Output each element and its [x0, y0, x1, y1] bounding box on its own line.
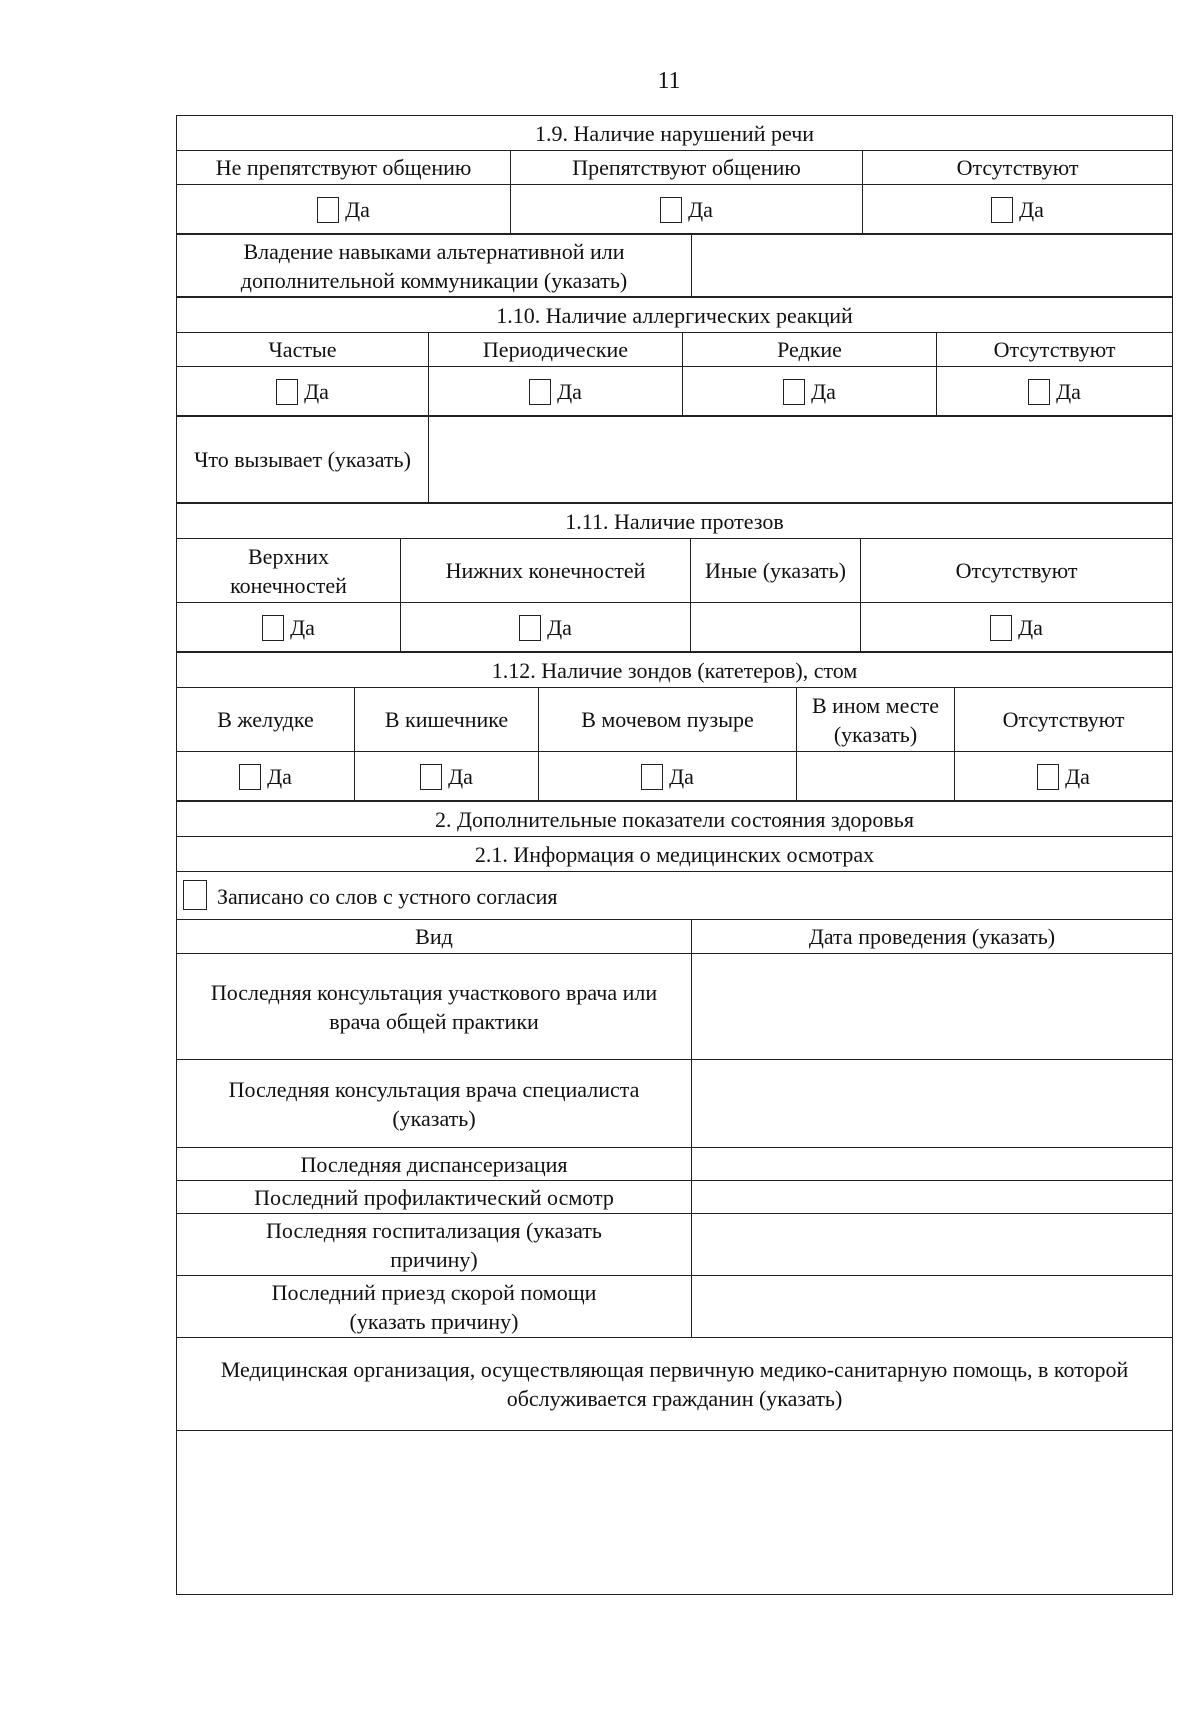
- prosthesis-title: 1.11. Наличие протезов: [177, 504, 1173, 539]
- col-type-header: Вид: [177, 920, 692, 954]
- speech-check-cell: [511, 185, 863, 234]
- probes-check-cell: [539, 752, 797, 801]
- consent-cell: [177, 872, 1173, 920]
- allergy-cause-input[interactable]: [429, 417, 1173, 503]
- checkbox[interactable]: [1028, 379, 1050, 405]
- prosthesis-header-lower: Нижних конечностей: [401, 539, 691, 603]
- allergy-check-cell: [429, 367, 683, 416]
- probes-table: [176, 652, 1173, 801]
- probes-check-cell: [177, 752, 355, 801]
- probes-header-bladder: В мочевом пузыре: [539, 688, 797, 752]
- checkbox[interactable]: [660, 197, 682, 223]
- allergy-check-cell: [177, 367, 429, 416]
- consent-checkbox[interactable]: [183, 880, 207, 910]
- prosthesis-header-upper: Верхних конечностей: [177, 539, 401, 603]
- probes-header-absent: Отсутствуют: [955, 688, 1173, 752]
- yes-label: Да: [345, 196, 370, 222]
- speech-header-absent: Отсутствуют: [863, 151, 1173, 185]
- prosthesis-check-cell: [861, 603, 1173, 652]
- speech-check-cell: [177, 185, 511, 234]
- allergy-table: [176, 297, 1173, 416]
- yes-label: Да: [304, 378, 329, 404]
- yes-label: Да: [448, 763, 473, 789]
- probes-check-cell: [355, 752, 539, 801]
- health-table: [176, 801, 1173, 1595]
- exam-row-date-input[interactable]: [692, 954, 1173, 1060]
- yes-label: Да: [1019, 196, 1044, 222]
- yes-label: Да: [267, 763, 292, 789]
- speech-header-not-hinder: Не препятствуют общению: [177, 151, 511, 185]
- checkbox[interactable]: [519, 615, 541, 641]
- alt-comm-input[interactable]: [692, 235, 1173, 297]
- yes-label: Да: [547, 614, 572, 640]
- exam-row-date-input[interactable]: [692, 1214, 1173, 1276]
- yes-label: Да: [811, 378, 836, 404]
- yes-label: Да: [1018, 614, 1043, 640]
- exam-row-date-input[interactable]: [692, 1276, 1173, 1338]
- checkbox[interactable]: [529, 379, 551, 405]
- exam-row-label: Последний приезд скорой помощи (указать причину): [177, 1276, 692, 1338]
- checkbox[interactable]: [317, 197, 339, 223]
- allergy-cause-label: Что вызывает (указать): [177, 417, 429, 503]
- yes-label: Да: [290, 614, 315, 640]
- allergy-header-absent: Отсутствуют: [937, 333, 1173, 367]
- prosthesis-header-absent: Отсутствуют: [861, 539, 1173, 603]
- exam-row-label: Последняя диспансеризация: [177, 1148, 692, 1181]
- allergy-header-rare: Редкие: [683, 333, 937, 367]
- exam-row-date-input[interactable]: [692, 1060, 1173, 1148]
- checkbox[interactable]: [990, 615, 1012, 641]
- yes-label: Да: [669, 763, 694, 789]
- form-sheet: [176, 115, 1172, 1595]
- org-label: Медицинская организация, осуществляющая первичную медико-санитарную помощь, в которой обслуживается гражданин (указать): [177, 1338, 1173, 1431]
- health-title: 2. Дополнительные показатели состояния здоровья: [177, 802, 1173, 837]
- checkbox[interactable]: [262, 615, 284, 641]
- alt-comm-label: Владение навыками альтернативной или дополнительной коммуникации (указать): [177, 235, 692, 297]
- checkbox[interactable]: [641, 764, 663, 790]
- prosthesis-check-cell: [401, 603, 691, 652]
- speech-table: [176, 115, 1173, 234]
- probes-header-stomach: В желудке: [177, 688, 355, 752]
- checkbox[interactable]: [991, 197, 1013, 223]
- prosthesis-check-cell: [177, 603, 401, 652]
- checkbox[interactable]: [1037, 764, 1059, 790]
- probes-header-intestine: В кишечнике: [355, 688, 539, 752]
- exam-row-label: Последний профилактический осмотр: [177, 1181, 692, 1214]
- yes-label: Да: [688, 196, 713, 222]
- exam-row-date-input[interactable]: [692, 1148, 1173, 1181]
- probes-other-input[interactable]: [797, 752, 955, 801]
- speech-title: 1.9. Наличие нарушений речи: [177, 116, 1173, 151]
- checkbox[interactable]: [420, 764, 442, 790]
- probes-check-cell: [955, 752, 1173, 801]
- exam-row-date-input[interactable]: [692, 1181, 1173, 1214]
- allergy-title: 1.10. Наличие аллергических реакций: [177, 298, 1173, 333]
- allergy-check-cell: [683, 367, 937, 416]
- speech-header-hinder: Препятствуют общению: [511, 151, 863, 185]
- col-date-header: Дата проведения (указать): [692, 920, 1173, 954]
- alt-comm-table: [176, 234, 1173, 297]
- probes-header-other: В ином месте (указать): [797, 688, 955, 752]
- prosthesis-table: [176, 503, 1173, 652]
- yes-label: Да: [1056, 378, 1081, 404]
- checkbox[interactable]: [783, 379, 805, 405]
- allergy-header-frequent: Частые: [177, 333, 429, 367]
- allergy-check-cell: [937, 367, 1173, 416]
- probes-title: 1.12. Наличие зондов (катетеров), стом: [177, 653, 1173, 688]
- yes-label: Да: [1065, 763, 1090, 789]
- prosthesis-header-other: Иные (указать): [691, 539, 861, 603]
- speech-check-cell: [863, 185, 1173, 234]
- exam-row-label: Последняя консультация участкового врача или врача общей практики: [177, 954, 692, 1060]
- prosthesis-other-input[interactable]: [691, 603, 861, 652]
- checkbox[interactable]: [276, 379, 298, 405]
- checkbox[interactable]: [239, 764, 261, 790]
- allergy-cause-table: [176, 416, 1173, 503]
- org-input[interactable]: [177, 1431, 1173, 1595]
- exam-row-label: Последняя госпитализация (указать причину): [177, 1214, 692, 1276]
- health-subtitle: 2.1. Информация о медицинских осмотрах: [177, 837, 1173, 872]
- exam-row-label: Последняя консультация врача специалиста (указать): [177, 1060, 692, 1148]
- page-number: 11: [657, 68, 681, 94]
- yes-label: Да: [557, 378, 582, 404]
- allergy-header-periodic: Периодические: [429, 333, 683, 367]
- consent-label: Записано со слов с устного согласия: [217, 884, 558, 909]
